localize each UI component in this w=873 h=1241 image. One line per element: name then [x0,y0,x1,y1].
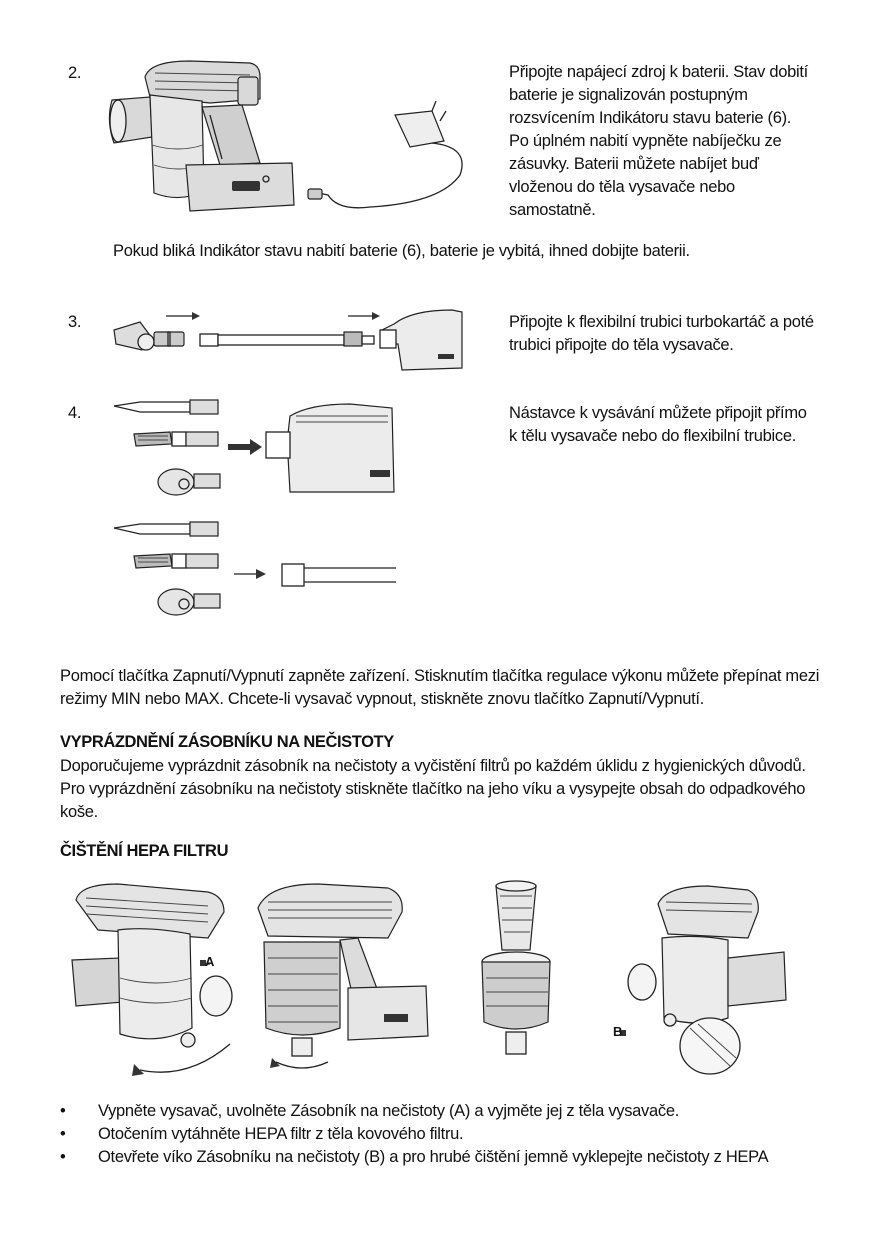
step-2-number: 2. [68,64,82,82]
dust-container-heading: VYPRÁZDNĚNÍ ZÁSOBNÍKU NA NEČISTOTY [60,733,394,751]
hepa-removal-illustration [58,878,838,1088]
turbobrush-tube-assembly-illustration [112,304,472,376]
step-2-text: Připojte napájecí zdroj k baterii. Stav dobití baterie je signalizován postupným rozsvícením Indikátoru stavu baterie (6). Po úplném nabití vypněte nabíječku ze zásuvky. Baterii můžete nabíjet buď vloženou do těla vysavače nebo samostatně. [509,63,808,219]
accessories-to-body-illustration [110,396,410,498]
hepa-step-4-figure [620,886,786,1074]
power-paragraph: Pomocí tlačítka Zapnutí/Vypnutí zapněte zařízení. Stisknutím tlačítka regulace výkonu můžete přepínat mezi režimy MIN nebo MAX. Chcete-li vysavač vypnout, stiskněte znovu tlačítko Zapnutí/Vypnutí. [60,667,820,708]
accessories-to-tube-illustration [110,518,410,618]
dust-container-text: Doporučujeme vyprázdnit zásobník na nečistoty a vyčistění filtrů po každém úklidu z hygienických důvodů. Pro vyprázdnění zásobníku na nečistoty stiskněte tlačítko na jeho víku a vysypejte obsah do odpadkového koše. [60,757,806,821]
list-item: • Otočením vytáhněte HEPA filtr z těla kovového filtru. [60,1123,830,1146]
hepa-step-1-figure [72,884,232,1076]
vacuum-charging-illustration [110,55,480,225]
hepa-step-2-figure [258,884,428,1068]
step-3-text: Připojte k flexibilní trubici turbokartáč a poté trubici připojte do těla vysavače. [509,313,814,354]
list-item: • Otevřete víko Zásobníku na nečistoty (B) a pro hrubé čištění jemně vyklepejte nečistoty z HEPA [60,1146,830,1169]
label-b: B [613,1024,623,1039]
hepa-filter-heading: ČIŠTĚNÍ HEPA FILTRU [60,842,229,860]
label-a: A [205,954,215,969]
step-4-text: Nástavce k vysávání můžete připojit přímo k tělu vysavače nebo do flexibilní trubice. [509,404,807,445]
list-item: • Vypněte vysavač, uvolněte Zásobník na nečistoty (A) a vyjměte jej z těla vysavače. [60,1100,830,1123]
step-2-note: Pokud bliká Indikátor stavu nabití baterie (6), baterie je vybitá, ihned dobijte baterii. [113,242,690,260]
hepa-instructions-list [60,1100,830,1169]
step-4-number: 4. [68,404,82,422]
step-3-number: 3. [68,313,82,331]
hepa-step-3-figure [482,881,550,1054]
